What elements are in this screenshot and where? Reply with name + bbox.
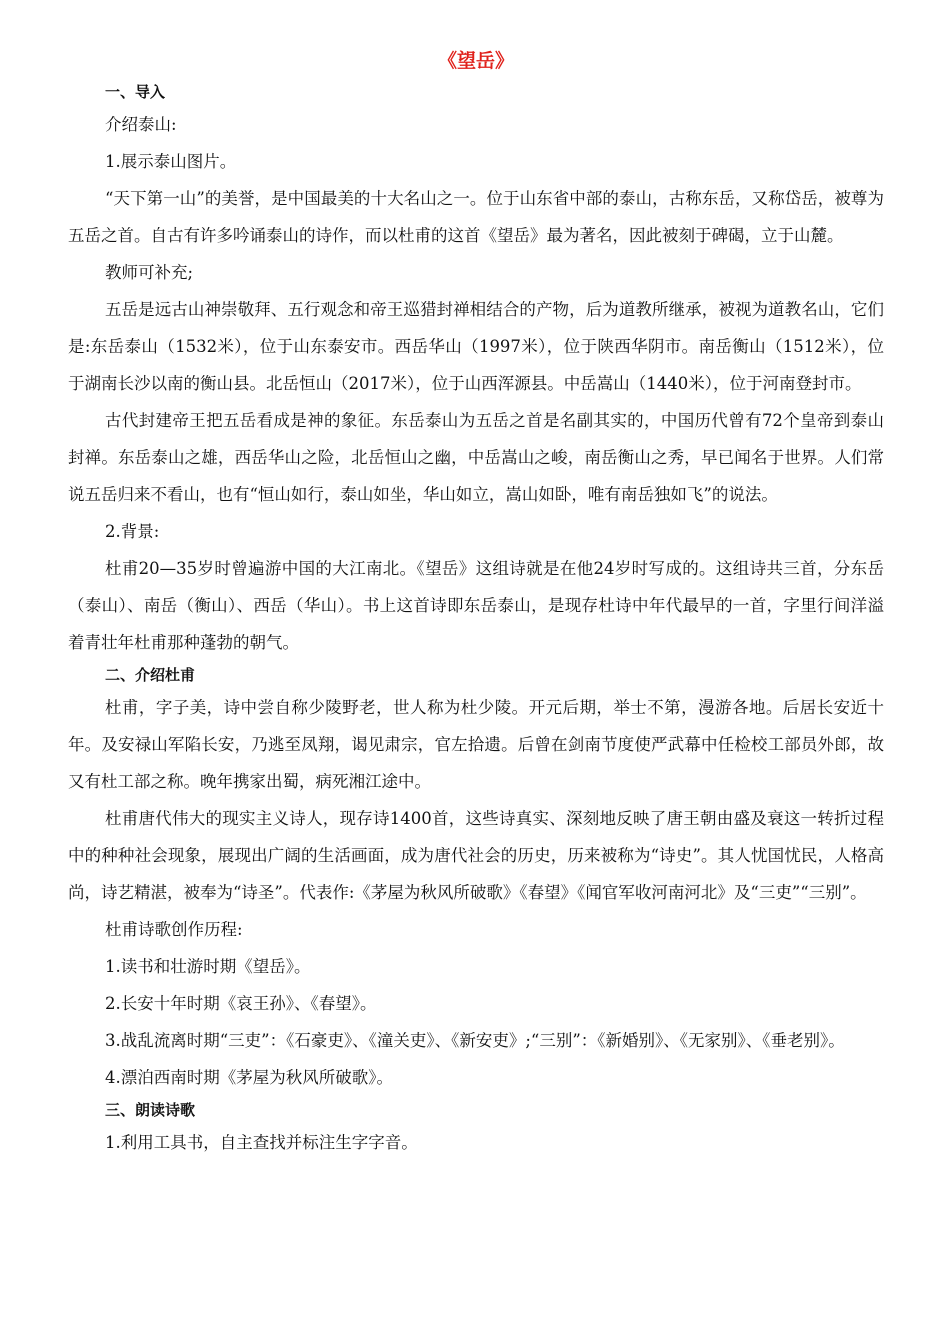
paragraph: 杜甫，字子美，诗中尝自称少陵野老，世人称为杜少陵。开元后期，举士不第，漫游各地。后居长安近十年。及安禄山军陷长安，乃逃至凤翔，谒见肃宗，官左拾遗。后曾在剑南节度使严武幕中任检校工部员外郎，故又有杜工部之称。晚年携家出蜀，病死湘江途中。 [68,698,884,791]
paragraph: 1.展示泰山图片。 [105,152,237,171]
paragraph: 1.利用工具书，自主查找并标注生字字音。 [105,1133,418,1152]
paragraph: 介绍泰山: [105,115,177,134]
section-heading-intro: 一、导入 [105,83,166,101]
paragraph: 2.背景: [105,522,160,541]
paragraph: 杜甫20—35岁时曾遍游中国的大江南北。《望岳》这组诗就是在他24岁时写成的。这组诗共三首，分东岳（泰山）、南岳（衡山）、西岳（华山）。书上这首诗即东岳泰山，是现存杜诗中年代最早的一首，字里行间洋溢着青壮年杜甫那种蓬勃的朝气。 [68,559,884,652]
paragraph: 2.长安十年时期《哀王孙》、《春望》。 [105,994,377,1013]
section-heading-dufu: 二、介绍杜甫 [105,666,196,684]
paragraph: “天下第一山”的美誉，是中国最美的十大名山之一。位于山东省中部的泰山，古称东岳，又称岱岳，被尊为五岳之首。自古有许多吟诵泰山的诗作，而以杜甫的这首《望岳》最为著名，因此被刻于碑碣，立于山麓。 [68,189,884,245]
document-page [68,44,884,1161]
paragraph: 教师可补充; [105,263,194,282]
document-title: 《望岳》 [437,50,514,72]
paragraph: 4.漂泊西南时期《茅屋为秋风所破歌》。 [105,1068,393,1087]
paragraph: 1.读书和壮游时期《望岳》。 [105,957,311,976]
paragraph: 五岳是远古山神崇敬拜、五行观念和帝王巡猎封禅相结合的产物，后为道教所继承，被视为道教名山，它们是:东岳泰山（1532米），位于山东泰安市。西岳华山（1997米），位于陕西华阴市。南岳衡山（1512米），位于湖南长沙以南的衡山县。北岳恒山（2017米），位于山西浑源县。中岳嵩山（1440米），位于河南登封市。 [68,300,884,393]
paragraph: 古代封建帝王把五岳看成是神的象征。东岳泰山为五岳之首是名副其实的，中国历代曾有72个皇帝到泰山封禅。东岳泰山之雄，西岳华山之险，北岳恒山之幽，中岳嵩山之峻，南岳衡山之秀，早已闻名于世界。人们常说五岳归来不看山，也有“恒山如行，泰山如坐，华山如立，嵩山如卧，唯有南岳独如飞”的说法。 [68,411,884,504]
paragraph: 杜甫唐代伟大的现实主义诗人，现存诗1400首，这些诗真实、深刻地反映了唐王朝由盛及衰这一转折过程中的种种社会现象，展现出广阔的生活画面，成为唐代社会的历史，历来被称为“诗史”。其人忧国忧民，人格高尚，诗艺精湛，被奉为“诗圣”。代表作:《茅屋为秋风所破歌》《春望》《闻官军收河南河北》及“三吏”“三别”。 [68,809,884,902]
section-heading-reading: 三、朗读诗歌 [105,1101,196,1119]
paragraph: 3.战乱流离时期“三吏”：《石豪吏》、《潼关吏》、《新安吏》;“三别”：《新婚别》、《无家别》、《垂老别》。 [105,1031,845,1050]
paragraph: 杜甫诗歌创作历程: [105,920,243,939]
